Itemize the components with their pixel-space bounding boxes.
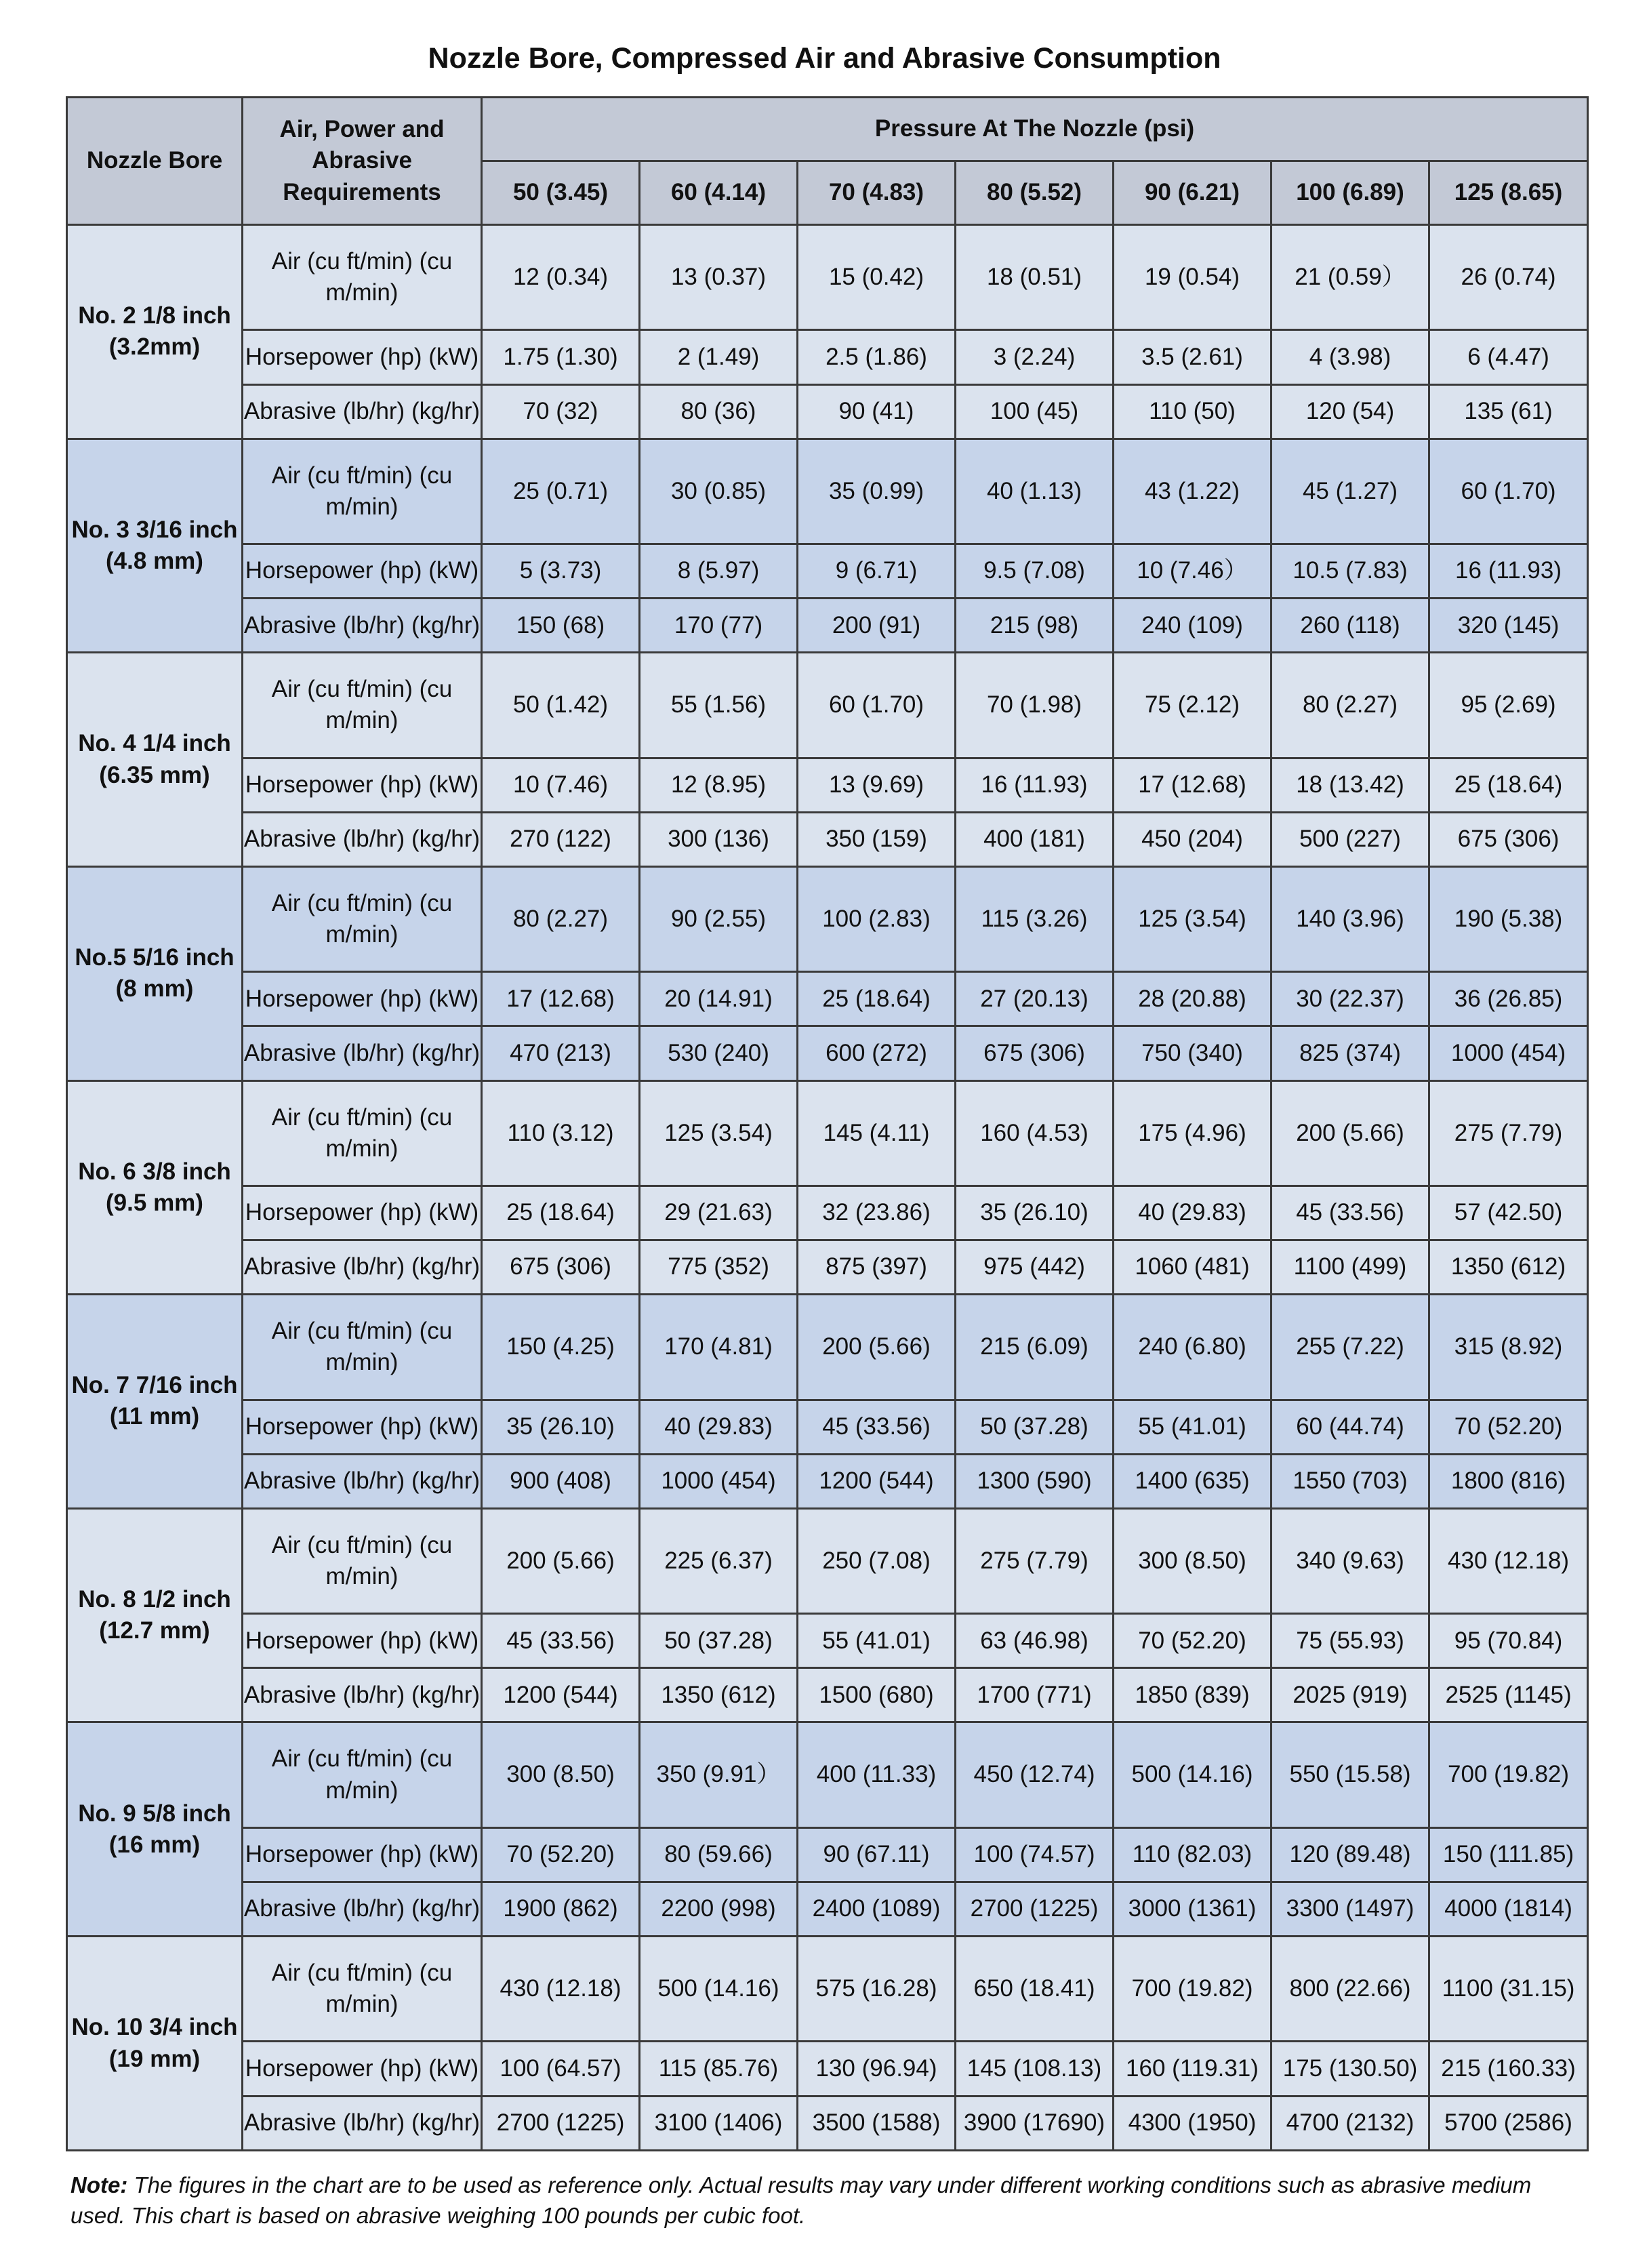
requirement-label-abrasive: Abrasive (lb/hr) (kg/hr) [243,1454,482,1508]
value-cell: 13 (0.37) [640,225,798,330]
value-cell: 90 (41) [798,384,956,439]
value-cell: 75 (2.12) [1114,653,1271,758]
value-cell: 1300 (590) [956,1454,1114,1508]
value-cell: 430 (12.18) [482,1937,640,2042]
requirement-label-air: Air (cu ft/min) (cu m/min) [243,1080,482,1186]
requirement-label-air: Air (cu ft/min) (cu m/min) [243,1722,482,1827]
value-cell: 2.5 (1.86) [798,330,956,384]
footnote [70,2170,1589,2231]
requirement-label-horsepower: Horsepower (hp) (kW) [243,758,482,812]
value-cell: 700 (19.82) [1114,1937,1271,2042]
value-cell: 60 (1.70) [798,653,956,758]
value-cell: 25 (18.64) [1429,758,1588,812]
table-row [67,2096,1588,2151]
value-cell: 110 (3.12) [482,1080,640,1186]
table-row [67,812,1588,866]
value-cell: 30 (22.37) [1271,972,1429,1026]
requirement-label-abrasive: Abrasive (lb/hr) (kg/hr) [243,1668,482,1722]
value-cell: 16 (11.93) [1429,544,1588,599]
value-cell: 225 (6.37) [640,1508,798,1613]
value-cell: 17 (12.68) [1114,758,1271,812]
value-cell: 100 (45) [956,384,1114,439]
value-cell: 45 (33.56) [482,1614,640,1668]
value-cell: 4 (3.98) [1271,330,1429,384]
value-cell: 2700 (1225) [956,1882,1114,1936]
value-cell: 1350 (612) [1429,1240,1588,1295]
requirement-label-air: Air (cu ft/min) (cu m/min) [243,225,482,330]
requirement-label-air: Air (cu ft/min) (cu m/min) [243,1295,482,1400]
value-cell: 240 (109) [1114,599,1271,653]
value-cell: 250 (7.08) [798,1508,956,1613]
value-cell: 26 (0.74) [1429,225,1588,330]
requirement-label-horsepower: Horsepower (hp) (kW) [243,1400,482,1454]
table-row [67,1882,1588,1936]
value-cell: 100 (74.57) [956,1827,1114,1882]
value-cell: 3.5 (2.61) [1114,330,1271,384]
value-cell: 125 (3.54) [1114,866,1271,971]
value-cell: 55 (1.56) [640,653,798,758]
value-cell: 650 (18.41) [956,1937,1114,2042]
value-cell: 57 (42.50) [1429,1186,1588,1240]
table-row [67,599,1588,653]
requirement-label-abrasive: Abrasive (lb/hr) (kg/hr) [243,1026,482,1080]
value-cell: 70 (32) [482,384,640,439]
value-cell: 80 (2.27) [1271,653,1429,758]
value-cell: 55 (41.01) [1114,1400,1271,1454]
value-cell: 500 (14.16) [640,1937,798,2042]
requirement-label-horsepower: Horsepower (hp) (kW) [243,1186,482,1240]
value-cell: 320 (145) [1429,599,1588,653]
requirement-label-air: Air (cu ft/min) (cu m/min) [243,439,482,544]
requirement-label-abrasive: Abrasive (lb/hr) (kg/hr) [243,384,482,439]
value-cell: 80 (59.66) [640,1827,798,1882]
value-cell: 12 (0.34) [482,225,640,330]
value-cell: 100 (2.83) [798,866,956,971]
header-pressure-5: 100 (6.89) [1271,161,1429,225]
value-cell: 215 (160.33) [1429,2042,1588,2096]
value-cell: 800 (22.66) [1271,1937,1429,2042]
consumption-table [66,96,1589,2151]
value-cell: 430 (12.18) [1429,1508,1588,1613]
value-cell: 1200 (544) [798,1454,956,1508]
value-cell: 80 (36) [640,384,798,439]
value-cell: 9.5 (7.08) [956,544,1114,599]
value-cell: 825 (374) [1271,1026,1429,1080]
value-cell: 36 (26.85) [1429,972,1588,1026]
value-cell: 90 (67.11) [798,1827,956,1882]
requirement-label-abrasive: Abrasive (lb/hr) (kg/hr) [243,812,482,866]
value-cell: 260 (118) [1271,599,1429,653]
value-cell: 1400 (635) [1114,1454,1271,1508]
requirement-label-horsepower: Horsepower (hp) (kW) [243,1827,482,1882]
value-cell: 875 (397) [798,1240,956,1295]
table-row [67,1937,1588,2042]
value-cell: 120 (54) [1271,384,1429,439]
table-row [67,2042,1588,2096]
value-cell: 1000 (454) [640,1454,798,1508]
value-cell: 315 (8.92) [1429,1295,1588,1400]
value-cell: 200 (91) [798,599,956,653]
value-cell: 675 (306) [956,1026,1114,1080]
value-cell: 35 (0.99) [798,439,956,544]
nozzle-bore-cell: No. 2 1/8 inch (3.2mm) [67,225,243,439]
value-cell: 4000 (1814) [1429,1882,1588,1936]
requirement-label-abrasive: Abrasive (lb/hr) (kg/hr) [243,599,482,653]
value-cell: 300 (8.50) [1114,1508,1271,1613]
value-cell: 15 (0.42) [798,225,956,330]
value-cell: 100 (64.57) [482,2042,640,2096]
watermark-logo [1473,2067,1649,2268]
value-cell: 270 (122) [482,812,640,866]
value-cell: 200 (5.66) [798,1295,956,1400]
value-cell: 25 (0.71) [482,439,640,544]
header-pressure-4: 90 (6.21) [1114,161,1271,225]
table-row [67,1668,1588,1722]
header-requirements: Air, Power and Abrasive Requirements [243,98,482,225]
table-row [67,1454,1588,1508]
note-label: Note: [70,2172,128,2198]
value-cell: 9 (6.71) [798,544,956,599]
value-cell: 70 (52.20) [1114,1614,1271,1668]
value-cell: 775 (352) [640,1240,798,1295]
requirement-label-abrasive: Abrasive (lb/hr) (kg/hr) [243,2096,482,2151]
value-cell: 115 (3.26) [956,866,1114,971]
value-cell: 90 (2.55) [640,866,798,971]
value-cell: 20 (14.91) [640,972,798,1026]
value-cell: 750 (340) [1114,1026,1271,1080]
header-pressure-1: 60 (4.14) [640,161,798,225]
value-cell: 10 (7.46) [482,758,640,812]
table-row [67,439,1588,544]
value-cell: 70 (1.98) [956,653,1114,758]
value-cell: 2 (1.49) [640,330,798,384]
value-cell: 170 (4.81) [640,1295,798,1400]
requirement-label-horsepower: Horsepower (hp) (kW) [243,544,482,599]
value-cell: 300 (8.50) [482,1722,640,1827]
table-row [67,972,1588,1026]
value-cell: 32 (23.86) [798,1186,956,1240]
value-cell: 18 (0.51) [956,225,1114,330]
value-cell: 8 (5.97) [640,544,798,599]
value-cell: 43 (1.22) [1114,439,1271,544]
value-cell: 110 (50) [1114,384,1271,439]
value-cell: 40 (29.83) [640,1400,798,1454]
value-cell: 30 (0.85) [640,439,798,544]
value-cell: 115 (85.76) [640,2042,798,2096]
value-cell: 16 (11.93) [956,758,1114,812]
requirement-label-horsepower: Horsepower (hp) (kW) [243,330,482,384]
value-cell: 450 (12.74) [956,1722,1114,1827]
value-cell: 140 (3.96) [1271,866,1429,971]
value-cell: 450 (204) [1114,812,1271,866]
value-cell: 110 (82.03) [1114,1827,1271,1882]
value-cell: 45 (33.56) [1271,1186,1429,1240]
value-cell: 4300 (1950) [1114,2096,1271,2151]
value-cell: 50 (1.42) [482,653,640,758]
value-cell: 50 (37.28) [640,1614,798,1668]
value-cell: 29 (21.63) [640,1186,798,1240]
value-cell: 340 (9.63) [1271,1508,1429,1613]
nozzle-bore-cell: No. 7 7/16 inch (11 mm) [67,1295,243,1509]
value-cell: 1900 (862) [482,1882,640,1936]
table-row [67,1295,1588,1400]
value-cell: 55 (41.01) [798,1614,956,1668]
value-cell: 200 (5.66) [1271,1080,1429,1186]
value-cell: 25 (18.64) [482,1186,640,1240]
value-cell: 575 (16.28) [798,1937,956,2042]
value-cell: 13 (9.69) [798,758,956,812]
value-cell: 70 (52.20) [1429,1400,1588,1454]
value-cell: 10.5 (7.83) [1271,544,1429,599]
nozzle-bore-cell: No. 6 3/8 inch (9.5 mm) [67,1080,243,1295]
value-cell: 1000 (454) [1429,1026,1588,1080]
table-row [67,1080,1588,1186]
value-cell: 215 (98) [956,599,1114,653]
value-cell: 600 (272) [798,1026,956,1080]
value-cell: 2700 (1225) [482,2096,640,2151]
table-row [67,225,1588,330]
value-cell: 18 (13.42) [1271,758,1429,812]
table-row [67,758,1588,812]
requirement-label-abrasive: Abrasive (lb/hr) (kg/hr) [243,1882,482,1936]
table-row [67,1186,1588,1240]
value-cell: 175 (4.96) [1114,1080,1271,1186]
value-cell: 35 (26.10) [482,1400,640,1454]
table-row [67,1614,1588,1668]
value-cell: 45 (33.56) [798,1400,956,1454]
value-cell: 215 (6.09) [956,1295,1114,1400]
table-row [67,653,1588,758]
value-cell: 1.75 (1.30) [482,330,640,384]
value-cell: 60 (44.74) [1271,1400,1429,1454]
value-cell: 170 (77) [640,599,798,653]
requirement-label-horsepower: Horsepower (hp) (kW) [243,972,482,1026]
header-nozzle-bore: Nozzle Bore [67,98,243,225]
value-cell: 10 (7.46） [1114,544,1271,599]
value-cell: 500 (227) [1271,812,1429,866]
value-cell: 4700 (2132) [1271,2096,1429,2151]
value-cell: 1060 (481) [1114,1240,1271,1295]
value-cell: 63 (46.98) [956,1614,1114,1668]
value-cell: 470 (213) [482,1026,640,1080]
header-pressure-0: 50 (3.45) [482,161,640,225]
requirement-label-air: Air (cu ft/min) (cu m/min) [243,1508,482,1613]
nozzle-bore-cell: No. 8 1/2 inch (12.7 mm) [67,1508,243,1722]
value-cell: 6 (4.47) [1429,330,1588,384]
value-cell: 70 (52.20) [482,1827,640,1882]
value-cell: 275 (7.79) [956,1508,1114,1613]
value-cell: 200 (5.66) [482,1508,640,1613]
value-cell: 1200 (544) [482,1668,640,1722]
requirement-label-horsepower: Horsepower (hp) (kW) [243,1614,482,1668]
value-cell: 75 (55.93) [1271,1614,1429,1668]
value-cell: 95 (70.84) [1429,1614,1588,1668]
value-cell: 125 (3.54) [640,1080,798,1186]
note-text: The figures in the chart are to be used as reference only. Actual results may vary under different working conditions such as abrasive medium used. This chart is based on abrasive weighing 100 pounds per cubic foot. [70,2172,1532,2228]
value-cell: 80 (2.27) [482,866,640,971]
value-cell: 1100 (31.15) [1429,1937,1588,2042]
value-cell: 3900 (17690) [956,2096,1114,2151]
table-row [67,544,1588,599]
value-cell: 2525 (1145) [1429,1668,1588,1722]
table-row [67,384,1588,439]
value-cell: 530 (240) [640,1026,798,1080]
value-cell: 17 (12.68) [482,972,640,1026]
nozzle-bore-cell: No.5 5/16 inch (8 mm) [67,866,243,1080]
value-cell: 700 (19.82) [1429,1722,1588,1827]
value-cell: 1850 (839) [1114,1668,1271,1722]
value-cell: 95 (2.69) [1429,653,1588,758]
requirement-label-air: Air (cu ft/min) (cu m/min) [243,866,482,971]
nozzle-bore-cell: No. 3 3/16 inch (4.8 mm) [67,439,243,653]
value-cell: 160 (4.53) [956,1080,1114,1186]
header-pressure-2: 70 (4.83) [798,161,956,225]
value-cell: 45 (1.27) [1271,439,1429,544]
page-title: Nozzle Bore, Compressed Air and Abrasive Consumption [428,42,1221,75]
value-cell: 500 (14.16) [1114,1722,1271,1827]
value-cell: 1550 (703) [1271,1454,1429,1508]
value-cell: 3000 (1361) [1114,1882,1271,1936]
value-cell: 1800 (816) [1429,1454,1588,1508]
table-row [67,1240,1588,1295]
value-cell: 150 (4.25) [482,1295,640,1400]
value-cell: 150 (68) [482,599,640,653]
value-cell: 60 (1.70) [1429,439,1588,544]
value-cell: 350 (159) [798,812,956,866]
header-pressure: Pressure At The Nozzle (psi) [482,98,1588,161]
requirement-label-air: Air (cu ft/min) (cu m/min) [243,1937,482,2042]
value-cell: 675 (306) [1429,812,1588,866]
value-cell: 40 (29.83) [1114,1186,1271,1240]
value-cell: 1100 (499) [1271,1240,1429,1295]
value-cell: 120 (89.48) [1271,1827,1429,1882]
value-cell: 1500 (680) [798,1668,956,1722]
value-cell: 19 (0.54) [1114,225,1271,330]
requirement-label-horsepower: Horsepower (hp) (kW) [243,2042,482,2096]
value-cell: 975 (442) [956,1240,1114,1295]
value-cell: 130 (96.94) [798,2042,956,2096]
value-cell: 145 (108.13) [956,2042,1114,2096]
header-pressure-6: 125 (8.65) [1429,161,1588,225]
value-cell: 550 (15.58) [1271,1722,1429,1827]
value-cell: 3 (2.24) [956,330,1114,384]
value-cell: 21 (0.59） [1271,225,1429,330]
value-cell: 400 (11.33) [798,1722,956,1827]
table-row [67,866,1588,971]
value-cell: 900 (408) [482,1454,640,1508]
value-cell: 1700 (771) [956,1668,1114,1722]
value-cell: 3300 (1497) [1271,1882,1429,1936]
value-cell: 3500 (1588) [798,2096,956,2151]
value-cell: 145 (4.11) [798,1080,956,1186]
header-pressure-3: 80 (5.52) [956,161,1114,225]
value-cell: 135 (61) [1429,384,1588,439]
value-cell: 400 (181) [956,812,1114,866]
value-cell: 25 (18.64) [798,972,956,1026]
nozzle-bore-cell: No. 4 1/4 inch (6.35 mm) [67,653,243,867]
value-cell: 50 (37.28) [956,1400,1114,1454]
value-cell: 1350 (612) [640,1668,798,1722]
value-cell: 28 (20.88) [1114,972,1271,1026]
value-cell: 12 (8.95) [640,758,798,812]
value-cell: 27 (20.13) [956,972,1114,1026]
value-cell: 2025 (919) [1271,1668,1429,1722]
value-cell: 5 (3.73) [482,544,640,599]
table-row [67,1722,1588,1827]
value-cell: 350 (9.91） [640,1722,798,1827]
table-row [67,1508,1588,1613]
value-cell: 240 (6.80) [1114,1295,1271,1400]
value-cell: 175 (130.50) [1271,2042,1429,2096]
table-row [67,1400,1588,1454]
value-cell: 2200 (998) [640,1882,798,1936]
value-cell: 255 (7.22) [1271,1295,1429,1400]
value-cell: 160 (119.31) [1114,2042,1271,2096]
value-cell: 5700 (2586) [1429,2096,1588,2151]
value-cell: 300 (136) [640,812,798,866]
table-row [67,1827,1588,1882]
value-cell: 275 (7.79) [1429,1080,1588,1186]
value-cell: 35 (26.10) [956,1186,1114,1240]
requirement-label-air: Air (cu ft/min) (cu m/min) [243,653,482,758]
value-cell: 190 (5.38) [1429,866,1588,971]
requirement-label-abrasive: Abrasive (lb/hr) (kg/hr) [243,1240,482,1295]
value-cell: 40 (1.13) [956,439,1114,544]
nozzle-bore-cell: No. 9 5/8 inch (16 mm) [67,1722,243,1937]
value-cell: 675 (306) [482,1240,640,1295]
table-row [67,1026,1588,1080]
nozzle-bore-cell: No. 10 3/4 inch (19 mm) [67,1937,243,2151]
table-row [67,330,1588,384]
value-cell: 150 (111.85) [1429,1827,1588,1882]
value-cell: 3100 (1406) [640,2096,798,2151]
value-cell: 2400 (1089) [798,1882,956,1936]
